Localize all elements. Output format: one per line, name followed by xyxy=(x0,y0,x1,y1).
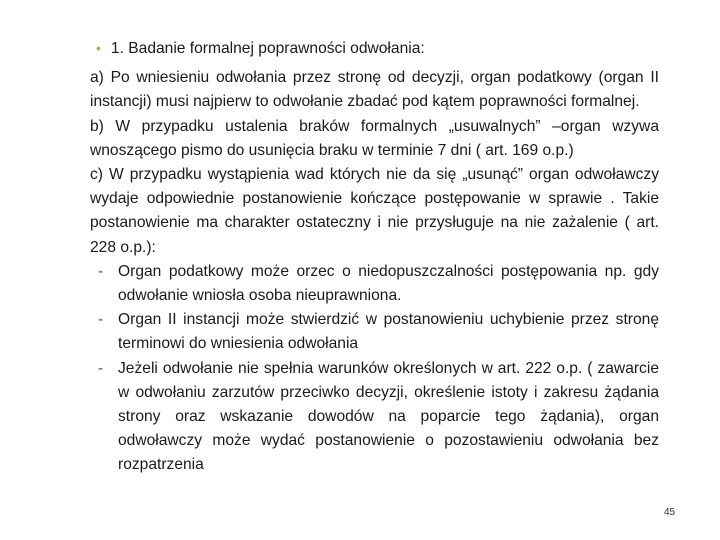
dash-icon: - xyxy=(98,311,104,329)
list-item-text: Organ II instancji może stwierdzić w postanowieniu uchybienie przez stronę terminowi do wniesienia odwołania xyxy=(118,311,659,353)
dash-icon: - xyxy=(98,359,104,377)
paragraph-a: a) Po wniesieniu odwołania przez stronę od decyzji, organ podatkowy (organ II instancji) musi najpierw to odwołanie zbadać pod kątem poprawności formalnej. xyxy=(90,69,659,111)
paragraph-b: b) W przypadku ustalenia braków formalnych „usuwalnych” –organ wzywa wnoszącego pismo do usunięcia braku w terminie 7 dni ( art. 169 o.p.) xyxy=(90,117,659,159)
list-item-text: Organ podatkowy może orzec o niedopuszczalności postępowania np. gdy odwołanie wniosła osoba nieuprawniona. xyxy=(118,262,659,305)
list-item xyxy=(90,308,659,356)
sub-list xyxy=(90,260,659,478)
heading xyxy=(96,36,659,61)
list-item xyxy=(90,260,659,308)
list-item-text: Jeżeli odwołanie nie spełnia warunków określonych w art. 222 o.p. ( zawarcie w odwołaniu zarzutów przeciwko decyzji, określenie istoty i zakresu żądania strony oraz wskazanie dowodów na poparcie tego żądania), organ odwoławczy może wydać postanowienie o pozostawieniu odwołania bez rozpatrzenia xyxy=(118,359,659,474)
list-item xyxy=(90,357,659,478)
page-number: 45 xyxy=(664,507,676,518)
dash-icon: - xyxy=(98,262,104,280)
slide-content xyxy=(90,36,659,478)
paragraph-c: c) W przypadku wystąpienia wad których nie da się „usunąć” organ odwoławczy wydaje odpowiednie postanowienie kończące postępowanie w sprawie . Takie postanowienie ma charakter ostateczny i nie przysługuje na nie zażalenie ( art. 228 o.p.): xyxy=(90,166,659,256)
heading-text: 1. Badanie formalnej poprawności odwołania: xyxy=(110,40,425,57)
bullet-icon: • xyxy=(96,40,101,56)
